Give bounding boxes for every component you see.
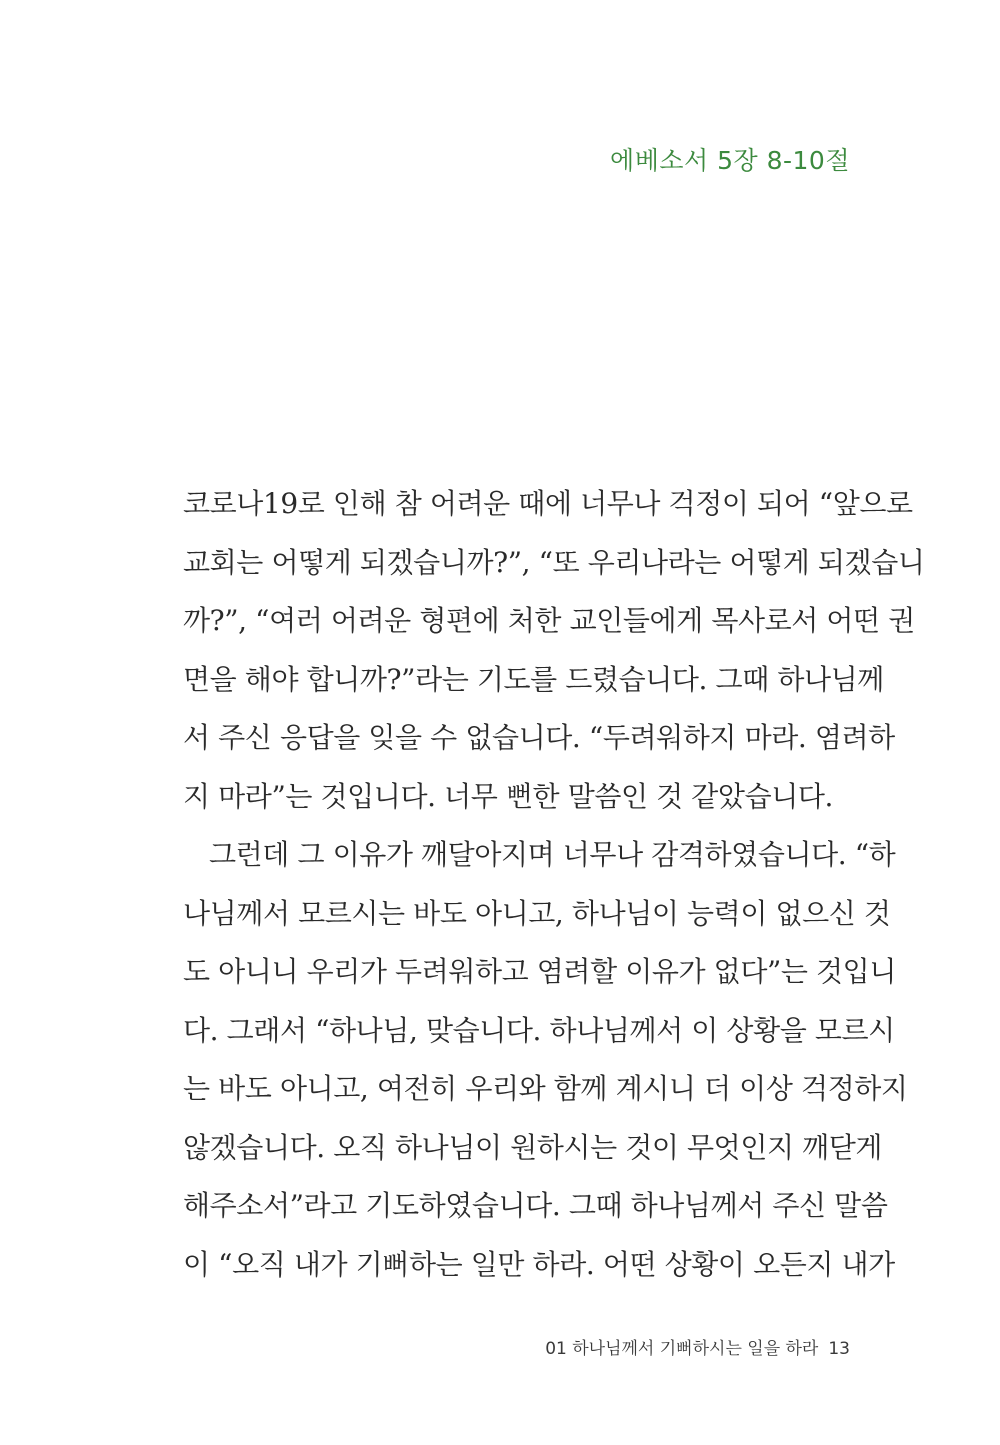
body-line-10: 다. 그래서 “하나님, 맞습니다. 하나님께서 이 상황을 모르시 (183, 1013, 895, 1047)
body-line-12: 않겠습니다. 오직 하나님이 원하시는 것이 무엇인지 깨닫게 (183, 1130, 883, 1164)
body-line-7: 그런데 그 이유가 깨달아지며 너무나 감격하였습니다. “하 (209, 838, 896, 871)
page-footer (545, 1334, 850, 1359)
body-line-4: 면을 해야 합니까?”라는 기도를 드렸습니다. 그때 하나님께 (183, 662, 884, 696)
body-line-9: 도 아니니 우리가 두려워하고 염려할 이유가 없다”는 것입니 (183, 955, 896, 988)
body-line-13: 해주소서”라고 기도하였습니다. 그때 하나님께서 주신 말씀 (183, 1189, 888, 1222)
body-line-6: 지 마라”는 것입니다. 너무 뻔한 말씀인 것 같았습니다. (183, 779, 834, 813)
body-line-11: 는 바도 아니고, 여전히 우리와 함께 계시니 더 이상 걱정하지 (183, 1072, 908, 1105)
running-chapter-title: 01 하나님께서 기뻐하시는 일을 하라 (545, 1339, 819, 1359)
body-paragraphs (183, 477, 925, 1296)
body-line-1: 코로나19로 인해 참 어려운 때에 너무나 걱정이 되어 “앞으로 (183, 487, 913, 520)
body-line-5: 서 주신 응답을 잊을 수 없습니다. “두려워하지 마라. 염려하 (183, 721, 895, 754)
body-line-2: 교회는 어떻게 되겠습니까?”, “또 우리나라는 어떻게 되겠습니 (183, 545, 925, 579)
body-line-8: 나님께서 모르시는 바도 아니고, 하나님이 능력이 없으신 것 (183, 896, 891, 930)
body-line-14: 이 “오직 내가 기뻐하는 일만 하라. 어떤 상황이 오든지 내가 (183, 1247, 895, 1281)
page-number: 13 (828, 1339, 850, 1359)
verse-reference: 에베소서 5장 8-10절 (610, 146, 850, 175)
body-line-3: 까?”, “여러 어려운 형편에 처한 교인들에게 목사로서 어떤 권 (183, 604, 915, 637)
